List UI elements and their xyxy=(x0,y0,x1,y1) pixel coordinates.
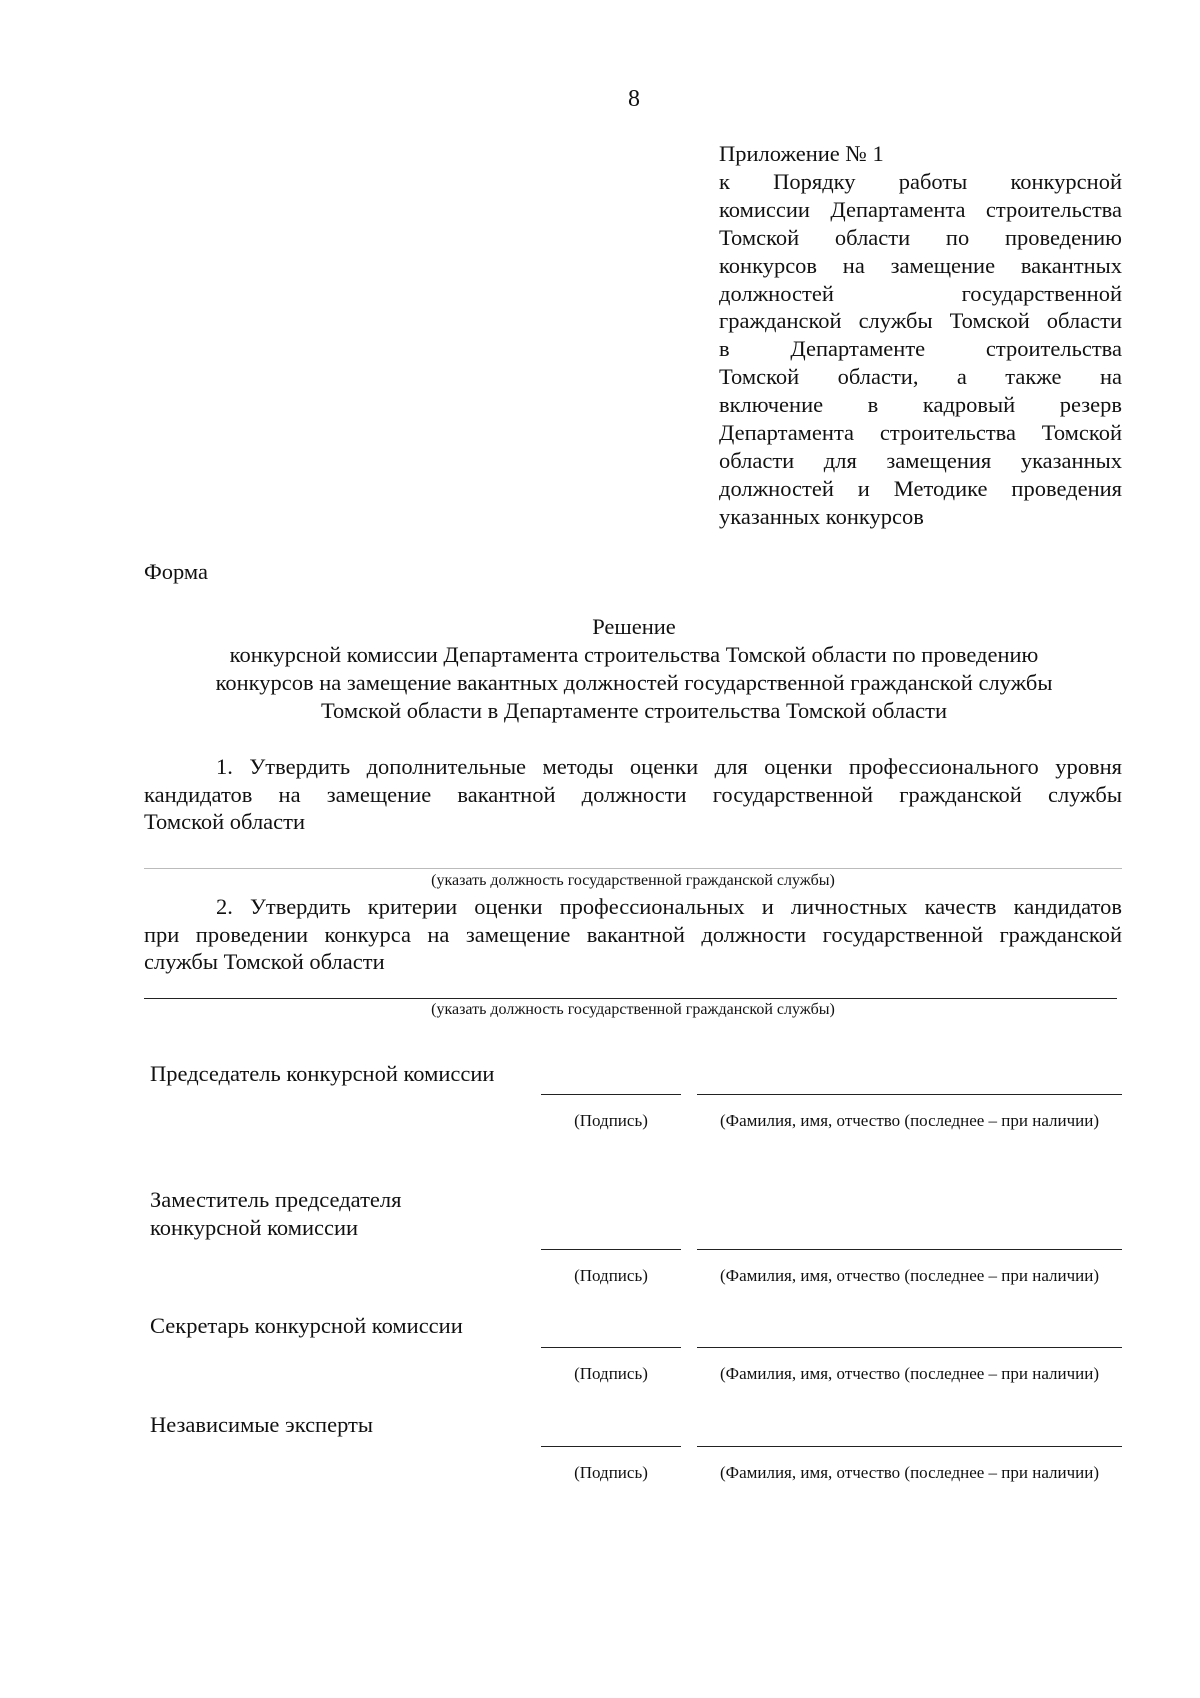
item-1-position-line xyxy=(144,868,1122,869)
item-2-line: при проведении конкурса на замещение вакантной должности государственной гражданской xyxy=(144,921,1122,947)
item-2-paragraph xyxy=(144,893,1122,976)
appendix-line: Томской области, а также на xyxy=(719,364,1122,390)
appendix-line: Томской области по проведению xyxy=(719,224,1122,250)
deputy-role-line: конкурсной комиссии xyxy=(150,1215,359,1240)
appendix-line: области для замещения указанных xyxy=(719,447,1122,473)
chairman-name-line xyxy=(697,1094,1122,1095)
appendix-block xyxy=(719,140,1122,531)
appendix-line: указанных конкурсов xyxy=(719,503,924,529)
experts-role: Независимые эксперты xyxy=(150,1412,373,1437)
form-label: Форма xyxy=(144,559,209,584)
deputy-role-line: Заместитель председателя xyxy=(150,1187,402,1212)
appendix-line: к Порядку работы конкурсной xyxy=(719,168,1122,194)
page-number: 8 xyxy=(628,86,640,112)
experts-signature-line xyxy=(541,1446,681,1447)
appendix-line: конкурсов на замещение вакантных xyxy=(719,252,1122,278)
appendix-line: комиссии Департамента строительства xyxy=(719,196,1122,222)
item-1-line: Томской области xyxy=(144,809,306,834)
secretary-name-line xyxy=(697,1347,1122,1348)
item-1-hint: (указать должность государственной гражданской службы) xyxy=(431,872,835,889)
decision-heading: Решение xyxy=(592,614,676,639)
deputy-chairman-role xyxy=(150,1186,401,1242)
appendix-line: должностей государственной xyxy=(719,280,1122,306)
item-1-line: 1. Утвердить дополнительные методы оценки для оценки профессионального уровня xyxy=(216,754,1122,779)
deputy-name-caption: (Фамилия, имя, отчество (последнее – при наличии) xyxy=(719,1266,1100,1285)
appendix-line: включение в кадровый резерв xyxy=(719,392,1122,418)
chairman-signature-line xyxy=(541,1094,681,1095)
deputy-signature-line xyxy=(541,1249,681,1250)
secretary-signature-line xyxy=(541,1347,681,1348)
appendix-line: должностей и Методике проведения xyxy=(719,475,1122,501)
item-2-position-line xyxy=(144,998,1117,999)
decision-title-line: Томской области в Департаменте строительства Томской области xyxy=(320,698,947,723)
decision-title-line: конкурсов на замещение вакантных должностей государственной гражданской службы xyxy=(215,670,1053,695)
secretary-signature-caption: (Подпись) xyxy=(574,1364,648,1383)
item-1-paragraph xyxy=(144,753,1122,836)
appendix-line: Приложение № 1 xyxy=(719,141,884,166)
appendix-line: гражданской службы Томской области xyxy=(719,308,1122,334)
appendix-line: в Департаменте строительства xyxy=(719,336,1122,362)
secretary-role: Секретарь конкурсной комиссии xyxy=(150,1313,463,1338)
chairman-name-caption: (Фамилия, имя, отчество (последнее – при наличии) xyxy=(719,1111,1100,1130)
decision-title-line: конкурсной комиссии Департамента строительства Томской области по проведению xyxy=(229,642,1039,667)
decision-title xyxy=(0,613,1200,725)
experts-name-caption: (Фамилия, имя, отчество (последнее – при наличии) xyxy=(719,1463,1100,1482)
experts-signature-caption: (Подпись) xyxy=(574,1463,648,1482)
appendix-line: Департамента строительства Томской xyxy=(719,420,1122,446)
deputy-name-line xyxy=(697,1249,1122,1250)
secretary-name-caption: (Фамилия, имя, отчество (последнее – при наличии) xyxy=(719,1364,1100,1383)
deputy-signature-caption: (Подпись) xyxy=(574,1266,648,1285)
chairman-signature-caption: (Подпись) xyxy=(574,1111,648,1130)
item-2-line: 2. Утвердить критерии оценки профессиональных и личностных качеств кандидатов xyxy=(216,894,1122,919)
chairman-role: Председатель конкурсной комиссии xyxy=(150,1061,495,1086)
item-2-hint: (указать должность государственной гражданской службы) xyxy=(431,1001,835,1018)
experts-name-line xyxy=(697,1446,1122,1447)
item-2-line: службы Томской области xyxy=(144,949,385,974)
item-1-line: кандидатов на замещение вакантной должности государственной гражданской службы xyxy=(144,781,1122,807)
